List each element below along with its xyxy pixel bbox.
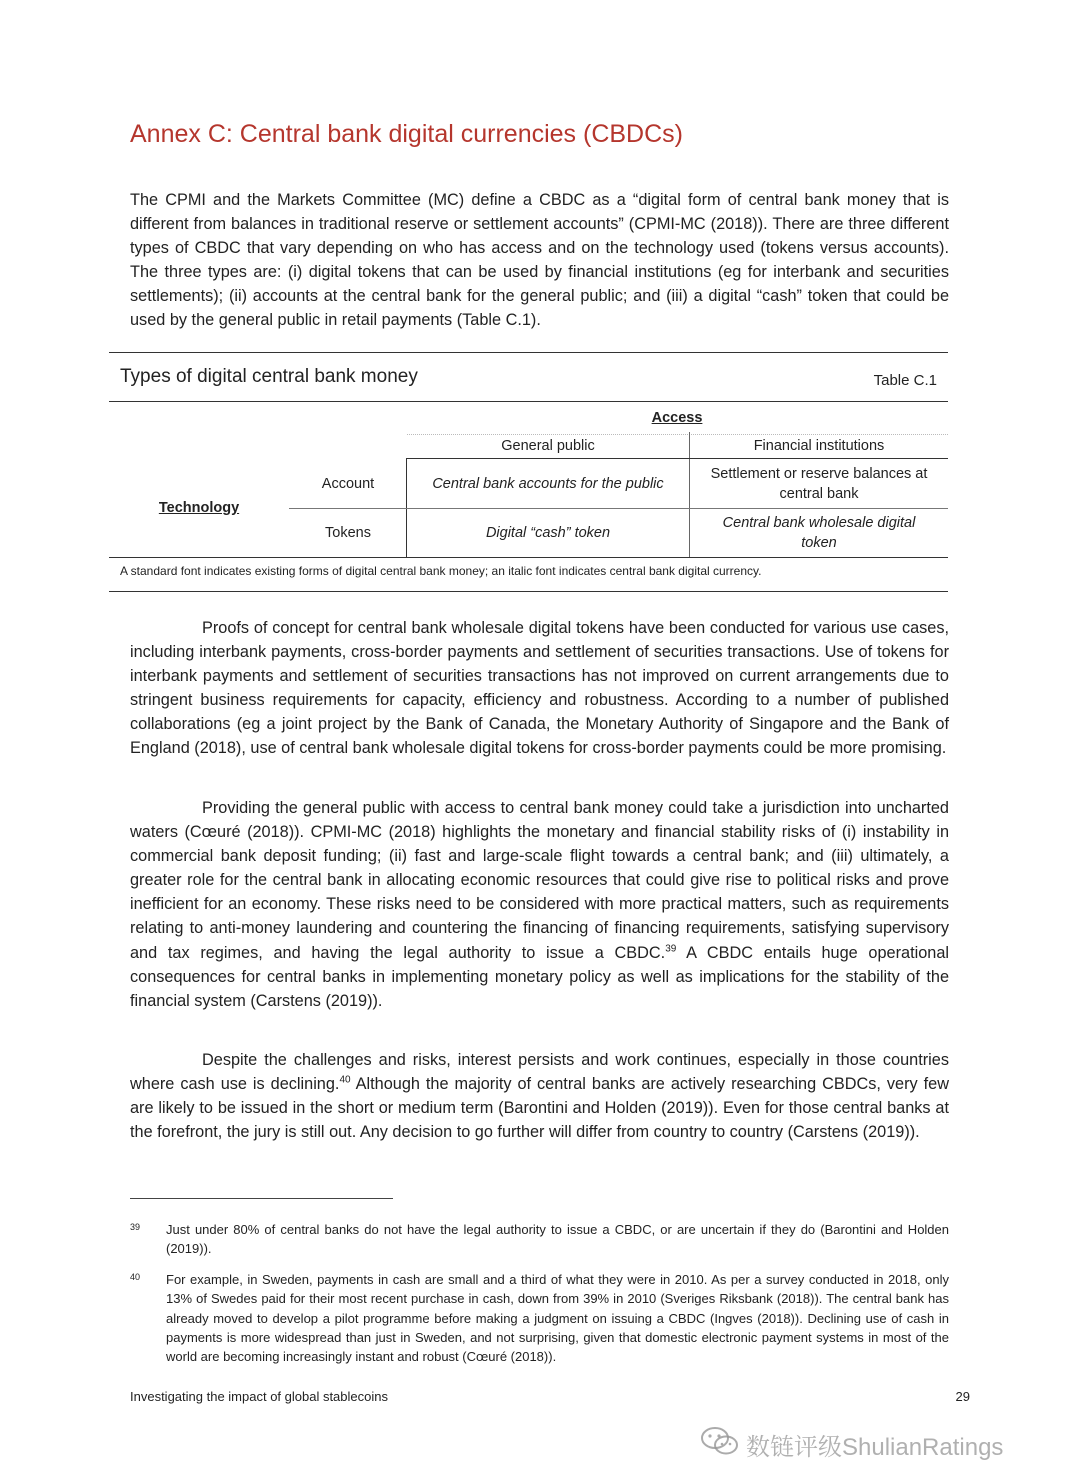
row-label-account: Account xyxy=(321,475,375,492)
wechat-icon xyxy=(700,1426,740,1463)
paragraph-general-public-access xyxy=(130,796,949,1013)
header-divider xyxy=(407,434,948,435)
watermark xyxy=(700,1426,1003,1463)
footnote-number: 40 xyxy=(130,1272,141,1282)
footnote-text: For example, in Sweden, payments in cash are small and a third of what they were in 2010. As per a survey conducted in 2018, only 13% of Swedes paid for their most recent purchase in cash, down from 39% in 2010 (Sveriges Riksbank (2018)). The central bank has already moved to develop a pilot programme before making a judgment on issuing a CBDC (Ingves (2018)). Declining use of cash in payments is more widespread than just in Sweden, and not surprising, given that domestic electronic payment systems in most of the world are becoming increasingly instant and robust (Cœuré (2018)). xyxy=(166,1272,949,1365)
footnote-ref-40[interactable]: 40 xyxy=(339,1074,351,1086)
paragraph-wholesale-tokens: Proofs of concept for central bank wholesale digital tokens have been conducted for various use cases, including interbank payments, cross-border payments and settlement of securities transactions. Use of tokens for interbank payments and settlement of securities transactions has not improved on current arrangements due to stringent business requirements for capacity, efficiency and robustness. According to a number of published collaborations (eg a joint project by the Bank of Canada, the Monetary Authority of Singapore and the Bank of England (2018), use of central bank wholesale digital tokens for cross-border payments could be more promising. xyxy=(130,619,949,758)
paragraph-text: Although the majority of central banks are actively researching CBDCs, very few are likely to be issued in the short or medium term (Barontini and Holden (2019)). Even for those central banks at the forefront, the jury is still out. Any decision to go further will differ from country to country (Carstens (2019)). xyxy=(130,1075,949,1142)
cell-tokens-general-public: Digital “cash” token xyxy=(485,524,611,541)
table-bottom-rule xyxy=(109,591,948,592)
access-header: Access xyxy=(651,410,703,426)
watermark-text: 数链评级ShulianRatings xyxy=(746,1434,1004,1461)
row-label-tokens: Tokens xyxy=(325,524,371,541)
cell-account-financial-institutions: Settlement or reserve balances at central bank xyxy=(710,465,928,502)
table-number: Table C.1 xyxy=(873,372,937,389)
table-title-rule xyxy=(109,401,948,402)
paragraph-text: Despite the challenges and risks, interest persists and work continues, especially in those countries where cash use is declining. xyxy=(130,1051,949,1094)
cell-tokens-financial-institutions: Central bank wholesale digital token xyxy=(722,514,916,551)
table-title: Types of digital central bank money xyxy=(120,366,418,387)
cell-account-general-public: Central bank accounts for the public xyxy=(432,475,664,492)
footnote-rule xyxy=(130,1198,393,1199)
paragraph-text: A CBDC entails huge operational consequences for central banks in implementing monetary policy as well as implications for the stability of the financial system (Carstens (2019)). xyxy=(130,943,949,1010)
paragraph-intro: The CPMI and the Markets Committee (MC) define a CBDC as a “digital form of central bank money that is different from balances in traditional reserve or settlement accounts” (CPMI-MC (2018)). There are three different types of CBDC that vary depending on who has access and on the technology used (tokens versus accounts). The three types are: (i) digital tokens that can be used by financial institutions (eg for interbank and securities settlements); (ii) accounts at the central bank for the general public; and (iii) a digital “cash” token that could be used by the general public in retail payments (Table C.1). xyxy=(130,191,949,330)
section-heading: Annex C: Central bank digital currencies (CBDCs) xyxy=(130,120,683,148)
footnote-ref-39[interactable]: 39 xyxy=(665,943,677,955)
technology-header: Technology xyxy=(158,500,240,516)
column-header-general-public: General public xyxy=(501,438,595,454)
footnote-text: Just under 80% of central banks do not have the legal authority to issue a CBDC, or are uncertain if they do (Barontini and Holden (2019)). xyxy=(166,1222,949,1257)
paragraph-interest-persists xyxy=(130,1048,949,1144)
paragraph-text: Providing the general public with access to central bank money could take a jurisdiction into uncharted waters (Cœuré (2018)). CPMI-MC (2018) highlights the monetary and financial stability risks of (i) instability in commercial bank deposit funding; (ii) fast and large-scale flight towards a central bank; and (iii) ultimately, a greater role for the central bank in allocating economic resources that could give rise to political risks and prove inefficient for an economy. These risks need to be considered with more practical matters, such as requirements relating to anti-money laundering and countering the financing of financing requirements, satisfying supervisory and tax regimes, and having the legal authority to issue a CBDC. xyxy=(130,799,949,962)
footer-document-title: Investigating the impact of global stablecoins xyxy=(130,1389,388,1404)
table-note: A standard font indicates existing forms of digital central bank money; an italic font indicates central bank digital currency. xyxy=(120,564,762,578)
footnote-number: 39 xyxy=(130,1222,141,1232)
table-top-rule xyxy=(109,352,948,353)
table-body-bottom-rule xyxy=(109,557,948,558)
footer-page-number: 29 xyxy=(955,1389,970,1404)
column-header-financial-institutions: Financial institutions xyxy=(753,438,885,454)
